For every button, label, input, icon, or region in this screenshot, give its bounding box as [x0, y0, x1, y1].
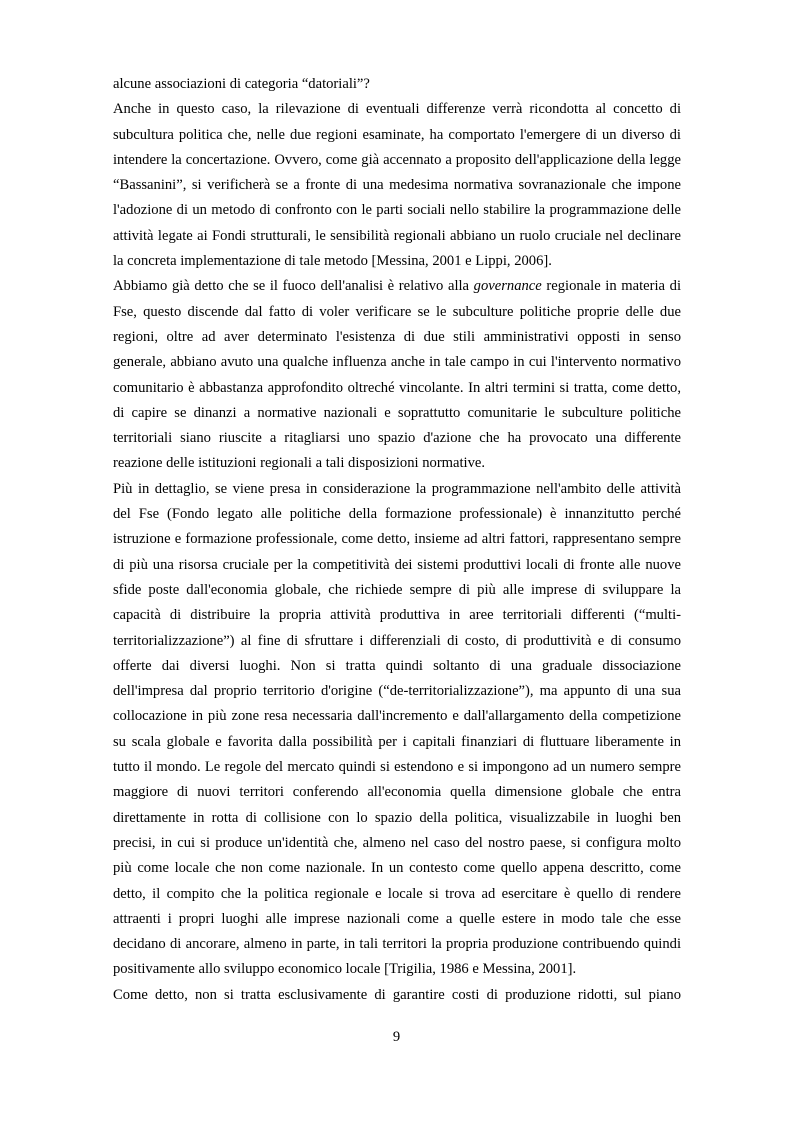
text-line: tutto il mondo. Le regole del mercato quindi si estendono e si impongono ad un numero sempre	[113, 759, 681, 776]
text-line: Più in dettaglio, se viene presa in considerazione la programmazione nell'ambito delle attività	[113, 480, 681, 497]
text-line: subcultura politica che, nelle due regioni esaminate, ha comportato l'emergere di un diverso di	[113, 126, 681, 143]
text-line: l'adozione di un metodo di confronto con le parti sociali nello stabilire la programmazione delle	[113, 202, 681, 219]
text-line: intendere la concertazione. Ovvero, come già accennato a proposito dell'applicazione della legge	[113, 151, 681, 168]
text-line: “Bassanini”, si verificherà se a fronte di una medesima normativa sovranazionale che impone	[113, 177, 681, 194]
text-line: comunitario è abbastanza approfondito oltreché vincolante. In altri termini si tratta, come detto,	[113, 379, 681, 396]
text-line: collocazione in più zone resa necessaria dall'incremento e dall'allargamento della competizione	[113, 708, 681, 725]
text-line: direttamente in rotta di collisione con lo spazio della politica, visualizzabile in luoghi ben	[113, 809, 681, 826]
text-line: di capire se dinanzi a normative nazionali e soprattutto comunitarie le subculture politiche	[113, 404, 681, 421]
text-line: offerte dai diversi luoghi. Non si tratta quindi soltanto di una graduale dissociazione	[113, 657, 681, 674]
text-line: più come locale che non come nazionale. In un contesto come quello appena descritto, come	[113, 860, 681, 877]
text-line: maggiore di nuovi territori conferendo all'economia quella dimensione globale che entra	[113, 784, 681, 801]
text-line: Come detto, non si tratta esclusivamente di garantire costi di produzione ridotti, sul piano	[113, 986, 681, 1003]
page-body	[113, 72, 681, 1008]
text-line: sfide poste dall'economia globale, che richiede sempre di più alle imprese di sviluppare la	[113, 581, 681, 598]
page-number: 9	[392, 1029, 401, 1045]
text-line: dell'impresa dal proprio territorio d'origine (“de-territorializzazione”), ma appunto di una sua	[113, 683, 681, 700]
text-line: alcune associazioni di categoria “datoriali”?	[113, 76, 370, 92]
text-line: attraenti i propri luoghi alle imprese nazionali come a quelle estere in modo tale che esse	[113, 910, 681, 927]
text-line: di più una risorsa cruciale per la competitività dei sistemi produttivi locali di fronte alle nuove	[113, 556, 681, 573]
text-line: territorializzazione”) al fine di sfruttare i differenziali di costo, di produttività e di consumo	[113, 632, 681, 649]
text-line: del Fse (Fondo legato alle politiche della formazione professionale) è innanzitutto perché	[113, 506, 681, 523]
text-line: Fse, questo discende dal fatto di voler verificare se le subculture politiche proprie delle due	[113, 303, 681, 320]
text-line: attività legate ai Fondi strutturali, le sensibilità regionali abbiano un ruolo cruciale nel declinare	[113, 227, 681, 244]
text-line: regioni, oltre ad aver determinato l'esistenza di due stili amministrativi opposti in senso	[113, 328, 681, 345]
text-line: reazione delle istituzioni regionali a tali disposizioni normative.	[113, 455, 486, 472]
text-line: decidano di ancorare, almeno in parte, in tali territori la propria produzione contribuendo quindi	[113, 936, 681, 953]
text-line: precisi, in cui si produce un'identità che, almeno nel caso del nostro paese, si configura molto	[113, 834, 681, 851]
text-line: istruzione e formazione professionale, come detto, insieme ad altri fattori, rappresentano sempre	[113, 531, 681, 548]
text-line: Anche in questo caso, la rilevazione di eventuali differenze verrà ricondotta al concetto di	[113, 101, 681, 118]
text-line: territoriali siano riuscite a ritagliarsi uno spazio d'azione che ha provocato una differente	[113, 430, 681, 447]
text-line: detto, il compito che la politica regionale e locale si trova ad esercitare è quello di rendere	[113, 885, 681, 902]
text-line: capacità di distribuire la propria attività produttiva in aree territoriali differenti (“multi-	[113, 607, 681, 624]
text-line: la concreta implementazione di tale metodo [Messina, 2001 e Lippi, 2006].	[113, 253, 552, 270]
text-line: positivamente allo sviluppo economico locale [Trigilia, 1986 e Messina, 2001].	[113, 961, 577, 978]
text-line: Abbiamo già detto che se il fuoco dell'analisi è relativo alla governance regionale in materia di	[113, 278, 681, 295]
text-line: su scala globale e favorita dalla possibilità per i capitali finanziari di fluttuare liberamente in	[113, 733, 681, 750]
text-line: generale, abbiano avuto una qualche influenza anche in tale campo in cui l'intervento normativo	[113, 354, 681, 371]
